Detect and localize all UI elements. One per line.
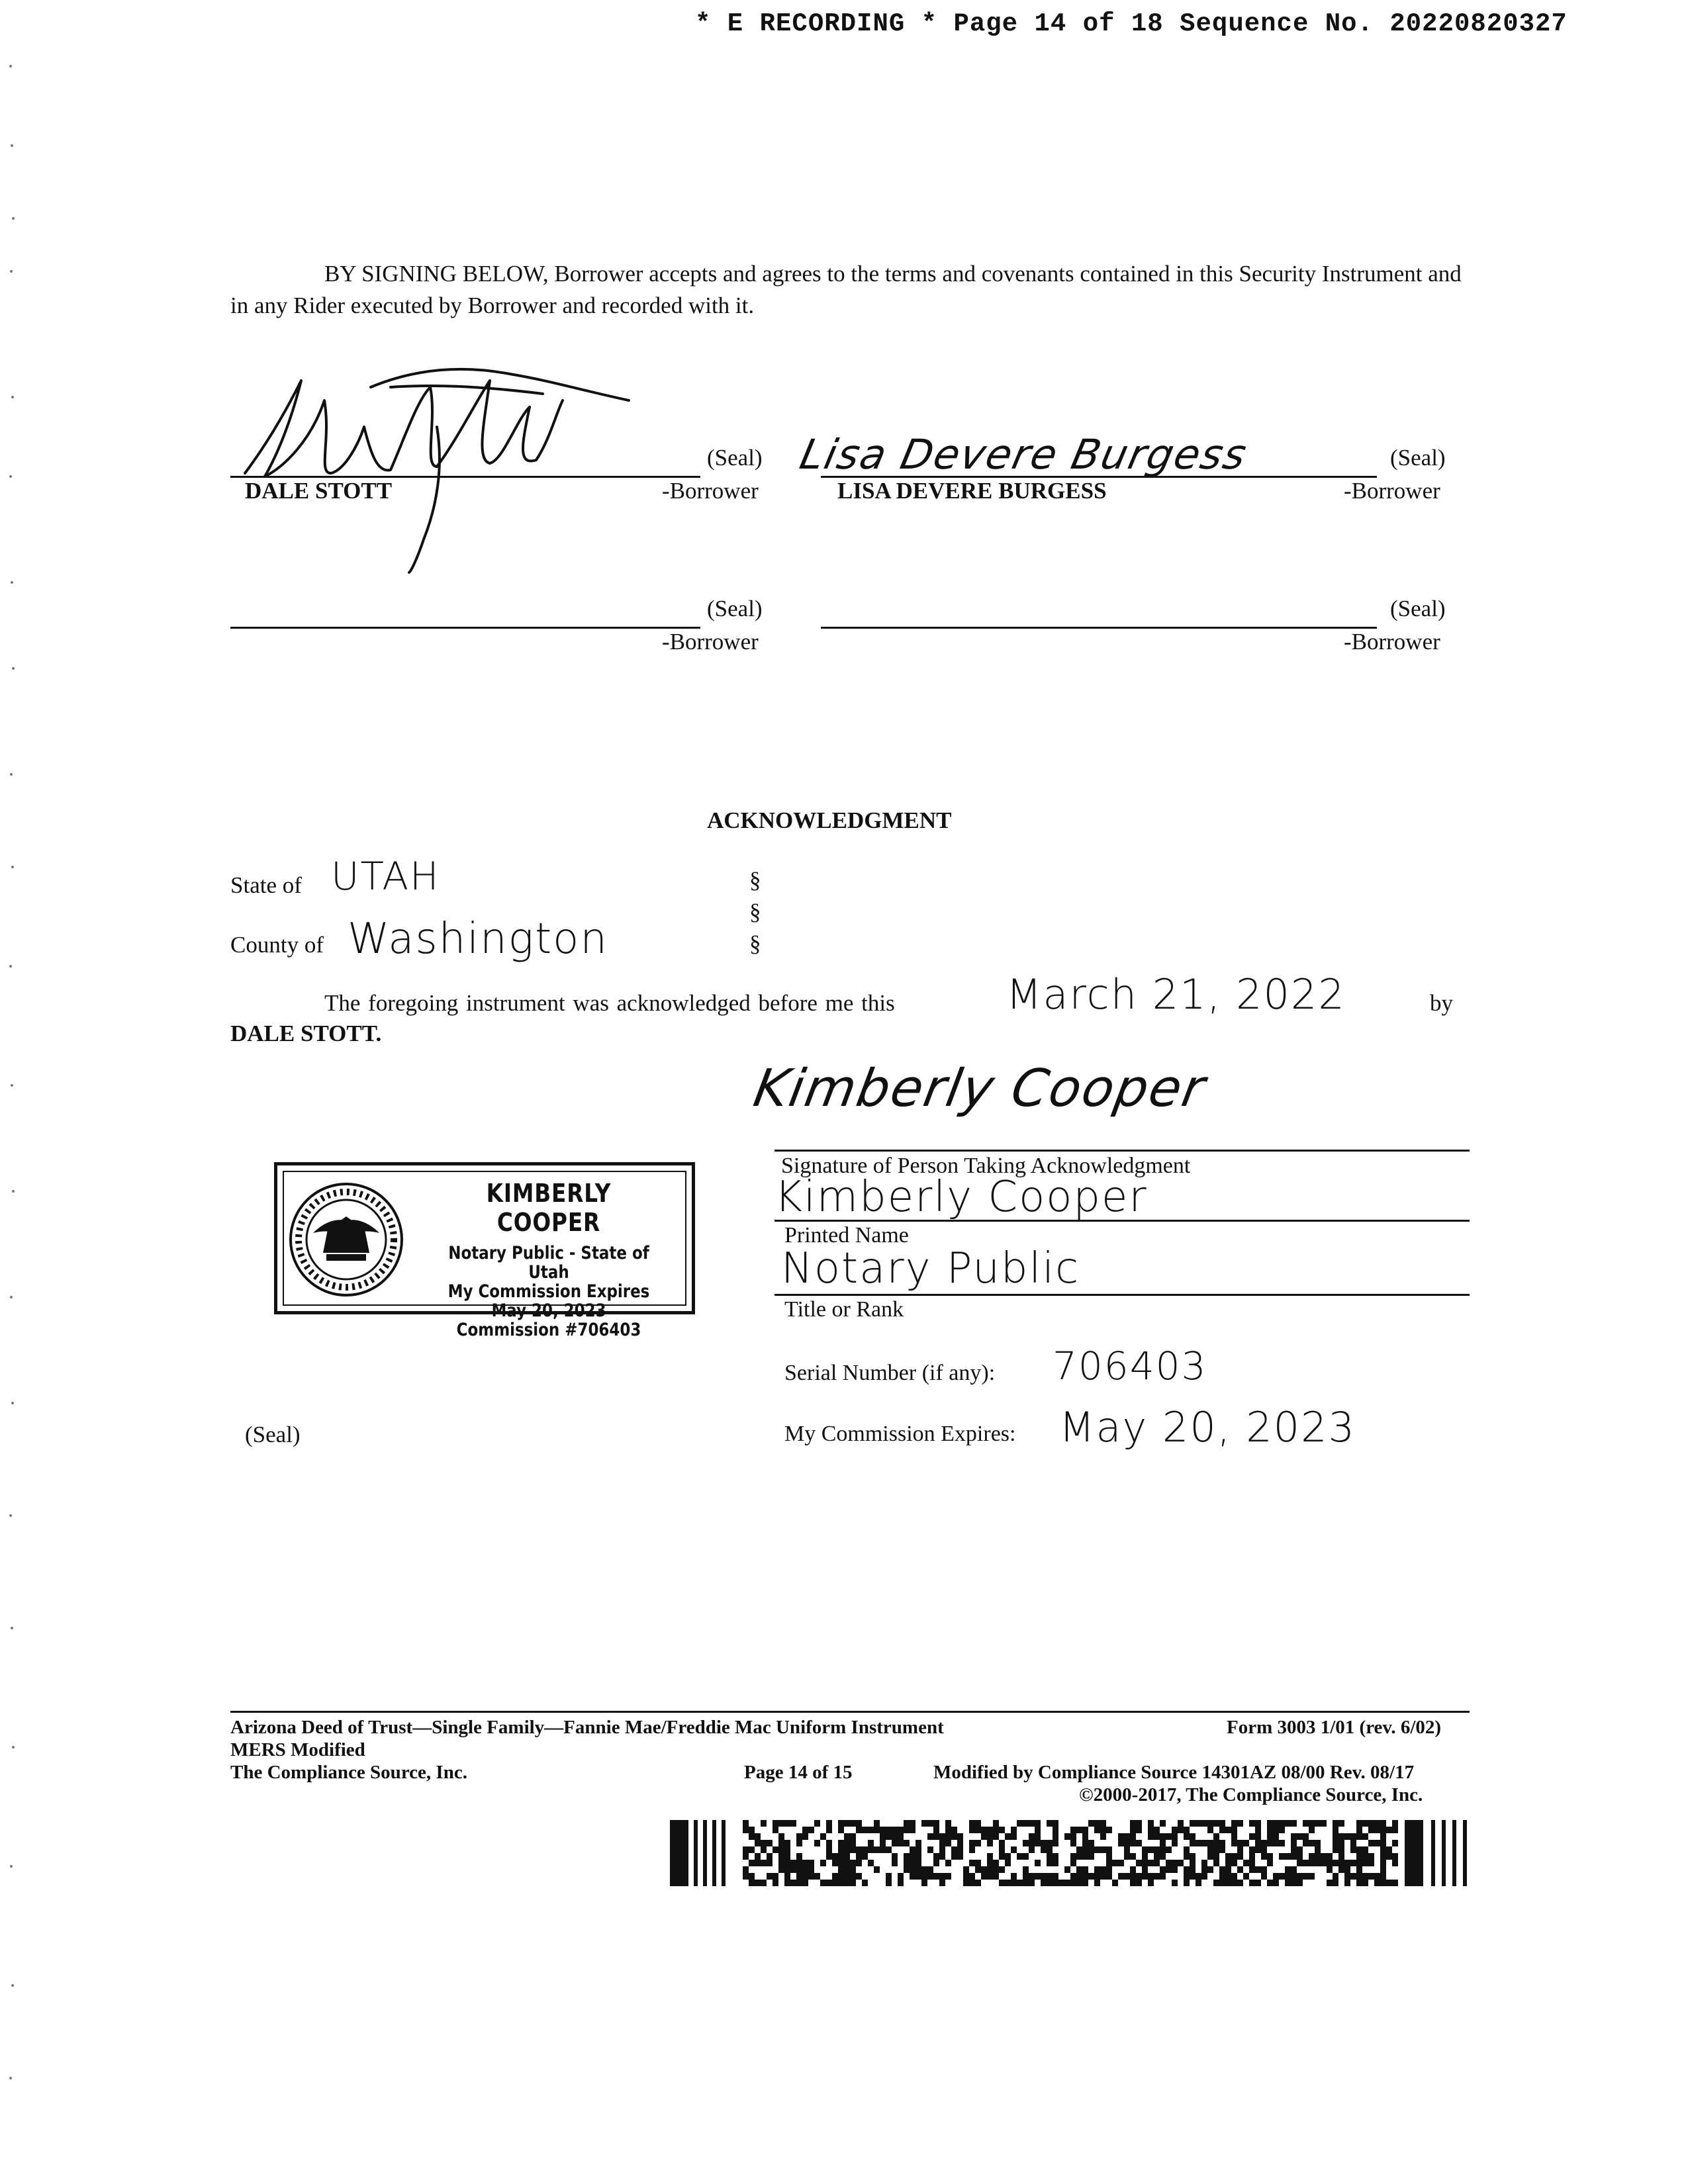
acknowledgment-date: March 21, 2022 bbox=[1006, 970, 1346, 1019]
signing-paragraph bbox=[230, 258, 1468, 322]
state-seal-icon bbox=[287, 1180, 406, 1299]
footer-mers: MERS Modified bbox=[230, 1739, 365, 1760]
by-label: by bbox=[1430, 990, 1453, 1016]
recording-header: * E RECORDING * Page 14 of 18 Sequence No. 20220820327 bbox=[695, 9, 1568, 38]
stamp-line-1: Notary Public - State of Utah bbox=[448, 1243, 649, 1283]
borrower1-seal: (Seal) bbox=[707, 445, 763, 471]
county-value: Washington bbox=[348, 915, 608, 964]
footer-form-title: Arizona Deed of Trust—Single Family—Fannie Mae/Freddie Mac Uniform Instrument bbox=[230, 1717, 944, 1738]
title-line bbox=[774, 1294, 1470, 1296]
section-mark-3: § bbox=[749, 931, 761, 956]
notary-signature-line bbox=[774, 1150, 1470, 1152]
borrower2-role: -Borrower bbox=[1344, 478, 1440, 504]
footer-company: The Compliance Source, Inc. bbox=[230, 1762, 467, 1783]
footer-modified: Modified by Compliance Source 14301AZ 08/00 Rev. 08/17 bbox=[933, 1762, 1415, 1783]
acknowledgment-title: ACKNOWLEDGMENT bbox=[707, 807, 952, 833]
notary-stamp bbox=[274, 1162, 695, 1340]
footer-copyright: ©2000-2017, The Compliance Source, Inc. bbox=[1079, 1784, 1423, 1805]
notary-signature-label: Signature of Person Taking Acknowledgment bbox=[781, 1154, 1191, 1178]
margin-speckle bbox=[7, 53, 20, 2105]
section-mark-1: § bbox=[749, 867, 761, 893]
stamp-notary-name: KIMBERLY COOPER bbox=[486, 1179, 612, 1237]
stamp-line-2: My Commission Expires bbox=[447, 1281, 650, 1302]
borrower2-signature: Lisa Devere Burgess bbox=[796, 430, 1252, 478]
stamp-line-3: May 20, 2023 bbox=[491, 1300, 606, 1321]
signer-name: DALE STOTT. bbox=[230, 1021, 382, 1046]
serial-value: 706403 bbox=[1053, 1343, 1207, 1388]
notary-stamp-text bbox=[420, 1179, 678, 1340]
state-label: State of bbox=[230, 872, 302, 898]
stamp-line-4: Commission #706403 bbox=[456, 1320, 641, 1340]
borrower1-name: DALE STOTT bbox=[245, 478, 393, 504]
borrower3-seal: (Seal) bbox=[707, 596, 763, 621]
title-label: Title or Rank bbox=[784, 1297, 904, 1322]
commission-label: My Commission Expires: bbox=[784, 1422, 1016, 1446]
footer-form-number: Form 3003 1/01 (rev. 6/02) bbox=[1227, 1717, 1442, 1738]
borrower3-role: -Borrower bbox=[662, 629, 759, 655]
commission-value: May 20, 2023 bbox=[1059, 1403, 1356, 1451]
borrower4-signature-line bbox=[821, 627, 1377, 629]
signing-paragraph-text: BY SIGNING BELOW, Borrower accepts and agrees to the terms and covenants contained in this Security Instrument and in any Rider executed by Borrower and recorded with it. bbox=[230, 261, 1462, 318]
notary-seal-label: (Seal) bbox=[245, 1422, 301, 1447]
serial-label: Serial Number (if any): bbox=[784, 1361, 996, 1385]
title-value: Notary Public bbox=[781, 1244, 1080, 1293]
footer-page: Page 14 of 15 bbox=[744, 1762, 853, 1783]
printed-name-label: Printed Name bbox=[784, 1223, 909, 1248]
state-value: UTAH bbox=[331, 854, 440, 899]
borrower3-signature-line bbox=[230, 627, 700, 629]
borrower4-seal: (Seal) bbox=[1390, 596, 1446, 621]
notary-signature: Kimberly Cooper bbox=[749, 1059, 1211, 1118]
document-barcode bbox=[670, 1820, 1470, 1886]
county-label: County of bbox=[230, 932, 324, 958]
borrower2-name: LISA DEVERE BURGESS bbox=[837, 478, 1107, 504]
borrower1-role: -Borrower bbox=[662, 478, 759, 504]
borrower4-role: -Borrower bbox=[1344, 629, 1440, 655]
printed-name-value: Kimberly Cooper bbox=[774, 1173, 1148, 1222]
borrower2-seal: (Seal) bbox=[1390, 445, 1446, 471]
borrower1-signature bbox=[238, 361, 635, 579]
section-mark-2: § bbox=[749, 899, 761, 925]
footer-rule bbox=[230, 1711, 1470, 1713]
printed-name-line bbox=[774, 1220, 1470, 1222]
foregoing-text: The foregoing instrument was acknowledged before me this bbox=[324, 990, 895, 1016]
